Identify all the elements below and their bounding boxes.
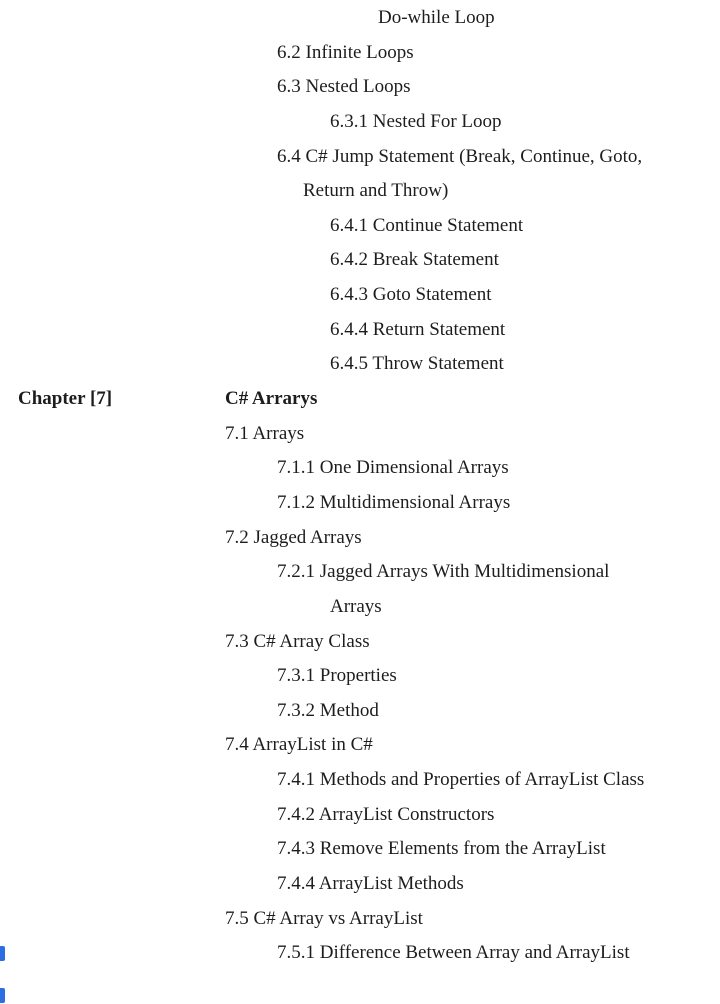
toc-row [0,70,720,105]
toc-entry: 7.5 C# Array vs ArrayList [225,907,423,929]
toc-row [0,313,720,348]
toc-entry: 6.4.3 Goto Statement [330,284,492,306]
toc-entry: 6.4 C# Jump Statement (Break, Continue, Goto, [277,145,643,167]
toc-row [0,832,720,867]
toc-entry: 6.4.4 Return Statement [330,318,506,340]
toc-entry: 7.4.1 Methods and Properties of ArrayList Class [277,769,645,791]
toc-row [0,382,720,417]
page-edge-highlight-mark [0,988,5,1003]
toc-row [0,1,720,36]
toc-row [0,278,720,313]
toc-entry: 7.1 Arrays [225,422,305,444]
toc-entry: 7.1.2 Multidimensional Arrays [277,491,511,513]
toc-entry: 7.4.4 ArrayList Methods [277,873,464,895]
toc-row [0,36,720,71]
toc-entry: 7.2.1 Jagged Arrays With Multidimensional [277,561,610,583]
toc-entry: 7.2 Jagged Arrays [225,526,362,548]
toc-entry: 6.2 Infinite Loops [277,41,414,63]
toc-row [0,728,720,763]
toc-entry: 7.4.3 Remove Elements from the ArrayList [277,838,606,860]
toc-row [0,174,720,209]
toc-row [0,209,720,244]
toc-entry: 7.3 C# Array Class [225,630,370,652]
toc-entry: 7.1.1 One Dimensional Arrays [277,457,509,479]
toc-entry: Return and Throw) [303,180,449,202]
toc-row [0,625,720,660]
toc-entry: 7.4 ArrayList in C# [225,734,373,756]
chapter-title: C# Arrarys [225,388,318,410]
toc-row [0,243,720,278]
toc-row [0,902,720,937]
toc [0,1,720,971]
toc-row [0,417,720,452]
toc-entry: 6.3.1 Nested For Loop [330,110,502,132]
toc-entry: 7.3.2 Method [277,699,379,721]
toc-row [0,590,720,625]
toc-entry: Do-while Loop [378,7,495,28]
toc-entry: 7.5.1 Difference Between Array and ArrayList [277,942,630,964]
toc-row [0,451,720,486]
toc-row [0,555,720,590]
toc-row [0,798,720,833]
toc-row [0,140,720,175]
toc-row [0,659,720,694]
toc-entry: 6.3 Nested Loops [277,76,411,98]
chapter-label: Chapter [7] [18,388,113,410]
toc-row [0,105,720,140]
toc-entry: 6.4.2 Break Statement [330,249,499,271]
toc-row [0,347,720,382]
toc-entry: Arrays [330,595,382,617]
toc-row [0,763,720,798]
toc-row [0,936,720,971]
toc-row [0,521,720,556]
toc-entry: 6.4.5 Throw Statement [330,353,504,375]
toc-entry: 7.4.2 ArrayList Constructors [277,803,495,825]
toc-entry: 6.4.1 Continue Statement [330,214,524,236]
toc-entry: 7.3.1 Properties [277,665,397,687]
toc-row [0,867,720,902]
toc-row [0,694,720,729]
page-edge-highlight-mark [0,946,5,961]
toc-row [0,486,720,521]
